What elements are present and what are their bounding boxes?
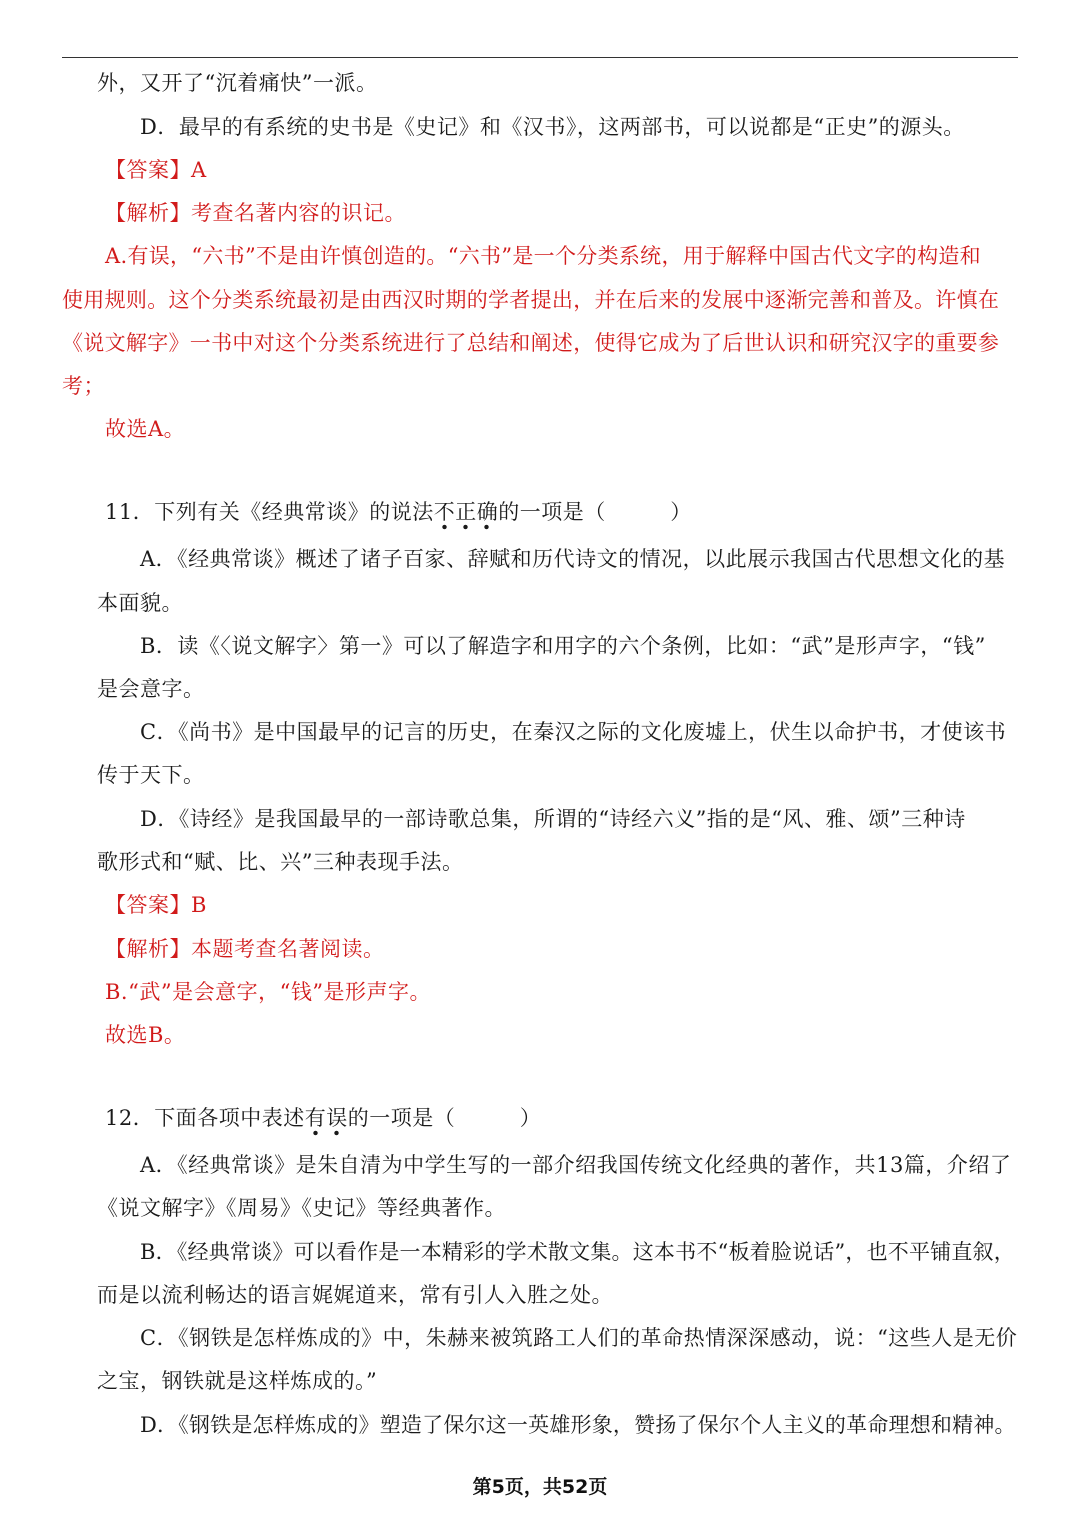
q11-answer: 【答案】B [105, 893, 207, 917]
q11-option-d-line-1: D．《诗经》是我国最早的一部诗歌总集，所谓的“诗经六义”指的是“风、雅、颂”三种诗 [140, 807, 966, 831]
page-footer: 第5页，共52页 [472, 1476, 608, 1498]
header-rule [62, 57, 1018, 58]
q12-option-a-line-2: 《说文解字》《周易》《史记》等经典著作。 [97, 1196, 506, 1220]
prev-explain-line-4: 考； [62, 374, 105, 398]
prev-option-d: D．最早的有系统的史书是《史记》和《汉书》，这两部书，可以说都是“正史”的源头。 [140, 115, 965, 139]
prev-answer: 【答案】A [105, 158, 207, 182]
q11-option-c-line-1: C．《尚书》是中国最早的记言的历史，在秦汉之际的文化废墟上，伏生以命护书，才使该书 [140, 720, 1007, 744]
prev-explain-line-3: 《说文解字》一书中对这个分类系统进行了总结和阐述，使得它成为了后世认识和研究汉字的重要参 [62, 331, 1000, 355]
q11-analysis: 【解析】本题考查名著阅读。 [105, 937, 385, 961]
q12-stem-after: 的一项是（ ） [347, 1106, 542, 1130]
q11-emphasis [434, 500, 499, 524]
q11-option-a-line-1: A．《经典常谈》概述了诸子百家、辞赋和历代诗文的情况，以此展示我国古代思想文化的基 [140, 547, 1006, 571]
q11-conclusion: 故选B。 [105, 1023, 186, 1047]
prev-option-c-continuation: 外，又开了“沉着痛快”一派。 [97, 71, 378, 95]
q11-emphasis-text: 不正确 [433, 500, 499, 524]
prev-explain-line-2: 使用规则。这个分类系统最初是由西汉时期的学者提出，并在后来的发展中逐渐完善和普及。许慎在 [62, 288, 1000, 312]
q12-option-c-line-2: 之宝，钢铁就是这样炼成的。” [97, 1369, 378, 1393]
q11-option-a-line-2: 本面貌。 [97, 591, 183, 615]
q12-stem-before: 12．下面各项中表述 [105, 1106, 305, 1130]
q12-option-a-line-1: A．《经典常谈》是朱自清为中学生写的一部介绍我国传统文化经典的著作，共13篇，介绍了 [140, 1153, 1012, 1177]
q11-option-d-line-2: 歌形式和“赋、比、兴”三种表现手法。 [97, 850, 464, 874]
q12-stem [105, 1103, 541, 1133]
emphasis-dots [434, 524, 499, 530]
q11-stem-before: 11．下列有关《经典常谈》的说法 [105, 500, 434, 524]
q12-option-b-line-2: 而是以流利畅达的语言娓娓道来，常有引人入胜之处。 [97, 1283, 613, 1307]
q11-option-b-line-1: B．读《〈说文解字〉第一》可以了解造字和用字的六个条例，比如：“武”是形声字，“钱” [140, 634, 986, 658]
q11-stem-after: 的一项是（ ） [498, 500, 692, 524]
q11-option-c-line-2: 传于天下。 [97, 763, 205, 787]
q11-explain: B.“武”是会意字，“钱”是形声字。 [105, 980, 432, 1004]
q12-option-d-line-1: D．《钢铁是怎样炼成的》塑造了保尔这一英雄形象，赞扬了保尔个人主义的革命理想和精神。 [140, 1413, 1016, 1437]
emphasis-dots [305, 1130, 348, 1136]
q12-option-b-line-1: B．《经典常谈》可以看作是一本精彩的学术散文集。这本书不“板着脸说话”，也不平铺直叙， [140, 1240, 1015, 1264]
q12-emphasis [305, 1106, 348, 1130]
prev-conclusion: 故选A。 [105, 417, 186, 441]
prev-explain-line-1: A.有误，“六书”不是由许慎创造的。“六书”是一个分类系统，用于解释中国古代文字的构造和 [105, 244, 981, 268]
q11-option-b-line-2: 是会意字。 [97, 677, 205, 701]
q11-stem [105, 497, 692, 527]
prev-analysis: 【解析】考查名著内容的识记。 [105, 201, 406, 225]
q12-emphasis-text: 有误 [304, 1106, 348, 1130]
q12-option-c-line-1: C．《钢铁是怎样炼成的》中，朱赫来被筑路工人们的革命热情深深感动，说：“这些人是无价 [140, 1326, 1018, 1350]
